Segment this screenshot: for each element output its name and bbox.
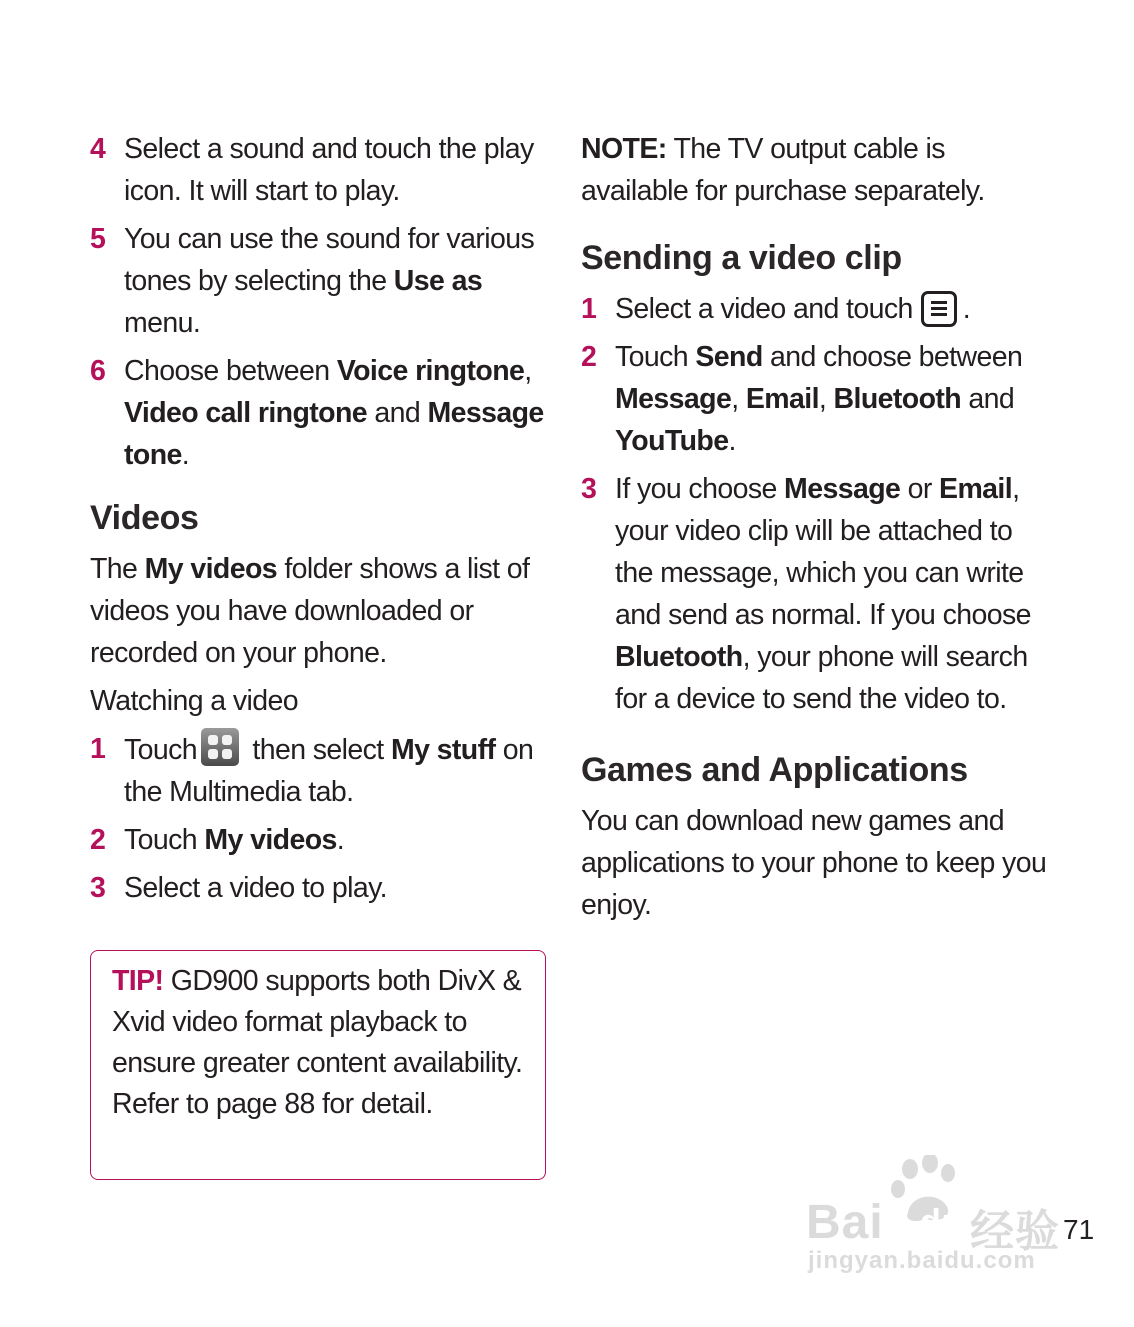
watch-step-1 bbox=[90, 728, 548, 813]
bold-term: Email bbox=[745, 383, 819, 415]
text-run: , your phone will search for a device to send the video to. bbox=[615, 641, 1028, 715]
watermark-url: jingyan.baidu.com bbox=[808, 1247, 1036, 1274]
bold-term: Voice ringtone bbox=[336, 355, 525, 387]
sound-step-6 bbox=[90, 350, 548, 476]
text-run: and choose between bbox=[762, 341, 1023, 373]
bold-term: Video call ringtone bbox=[124, 397, 368, 429]
bold-term: Bluetooth bbox=[615, 641, 743, 673]
watermark-brand-du: du bbox=[920, 1203, 964, 1241]
text-run: You can use the sound for various tones by selecting the bbox=[124, 223, 535, 297]
send-step-2 bbox=[581, 336, 1051, 462]
step-number: 1 bbox=[90, 733, 106, 765]
grid-app-icon bbox=[201, 728, 239, 766]
text-run: If you choose bbox=[615, 473, 785, 505]
baidu-watermark bbox=[800, 1155, 1065, 1285]
games-text: You can download new games and applications to your phone to keep you enjoy. bbox=[581, 805, 1047, 921]
watch-step-3-text: Select a video to play. bbox=[124, 872, 387, 904]
watch-step-3 bbox=[90, 867, 548, 909]
watching-heading: Watching a video bbox=[90, 685, 298, 717]
text-run: Touch bbox=[615, 341, 696, 373]
step-number: 3 bbox=[90, 872, 106, 904]
watch-step-1-mid: then select bbox=[245, 734, 391, 766]
bold-term: Email bbox=[939, 473, 1013, 505]
games-heading: Games and Applications bbox=[581, 751, 968, 789]
text-run: . bbox=[181, 439, 190, 471]
watch-step-2-post: . bbox=[336, 824, 345, 856]
videos-intro-post: folder shows a list of videos you have downloaded or recorded on your phone. bbox=[90, 553, 530, 669]
page-number: 71 bbox=[1063, 1214, 1095, 1245]
send-step-1-post: . bbox=[962, 293, 971, 325]
text-run: menu. bbox=[124, 307, 201, 339]
note-label: NOTE: bbox=[581, 133, 667, 165]
note bbox=[581, 128, 1051, 212]
note-text: The TV output cable is available for purchase separately. bbox=[581, 133, 985, 207]
sound-steps bbox=[90, 128, 548, 476]
text-run: and bbox=[367, 397, 428, 429]
menu-icon bbox=[921, 291, 957, 327]
sending-heading: Sending a video clip bbox=[581, 239, 902, 277]
right-column bbox=[581, 128, 1051, 926]
watch-step-2-bold: My videos bbox=[204, 824, 337, 856]
step-number: 3 bbox=[581, 473, 597, 505]
text-run: , bbox=[818, 383, 834, 415]
bold-term: Message bbox=[784, 473, 901, 505]
step-number: 6 bbox=[90, 355, 106, 387]
text-run: and bbox=[961, 383, 1015, 415]
bold-term: Message tone bbox=[124, 397, 544, 471]
tip-label: TIP! bbox=[112, 965, 164, 997]
bold-term: Send bbox=[695, 341, 763, 373]
left-column bbox=[90, 128, 548, 909]
videos-intro-bold: My videos bbox=[144, 553, 278, 585]
bold-term: Bluetooth bbox=[833, 383, 962, 415]
bold-term: YouTube bbox=[615, 425, 729, 457]
step-number: 4 bbox=[90, 133, 106, 165]
videos-intro bbox=[90, 548, 548, 674]
watch-step-2 bbox=[90, 819, 548, 861]
send-step-3 bbox=[581, 468, 1051, 720]
videos-intro-pre: The bbox=[90, 553, 145, 585]
watch-step-1-bold: My stuff bbox=[390, 734, 496, 766]
text-run: , bbox=[524, 355, 532, 387]
text-run: or bbox=[900, 473, 940, 505]
step-number: 2 bbox=[90, 824, 106, 856]
bold-term: Message bbox=[615, 383, 732, 415]
text-run: , bbox=[731, 383, 746, 415]
sound-step-5 bbox=[90, 218, 548, 344]
sound-step-4 bbox=[90, 128, 548, 212]
bold-term: Use as bbox=[393, 265, 483, 297]
send-step-1 bbox=[581, 288, 1051, 330]
videos-heading: Videos bbox=[90, 499, 199, 537]
tip-box bbox=[90, 950, 546, 1180]
tip-text: GD900 supports both DivX & Xvid video format playback to ensure greater content availability. Refer to page 88 for detail. bbox=[112, 965, 523, 1120]
watermark-cn: 经验 bbox=[970, 1206, 1060, 1257]
text-run: Choose between bbox=[124, 355, 337, 387]
step-number: 1 bbox=[581, 293, 597, 325]
step-number: 2 bbox=[581, 341, 597, 373]
text-run: Select a sound and touch the play icon. It will start to play. bbox=[124, 133, 534, 207]
send-step-1-pre: Select a video and touch bbox=[615, 293, 913, 325]
watermark-brand: Bai bbox=[806, 1196, 884, 1249]
watch-step-1-pre: Touch bbox=[124, 734, 198, 766]
watch-step-1-post: on the Multimedia tab. bbox=[124, 734, 534, 808]
watch-step-2-pre: Touch bbox=[124, 824, 205, 856]
text-run: , your video clip will be attached to the message, which you can write and send as normal. If you choose bbox=[615, 473, 1031, 631]
text-run: . bbox=[728, 425, 736, 457]
step-number: 5 bbox=[90, 223, 106, 255]
